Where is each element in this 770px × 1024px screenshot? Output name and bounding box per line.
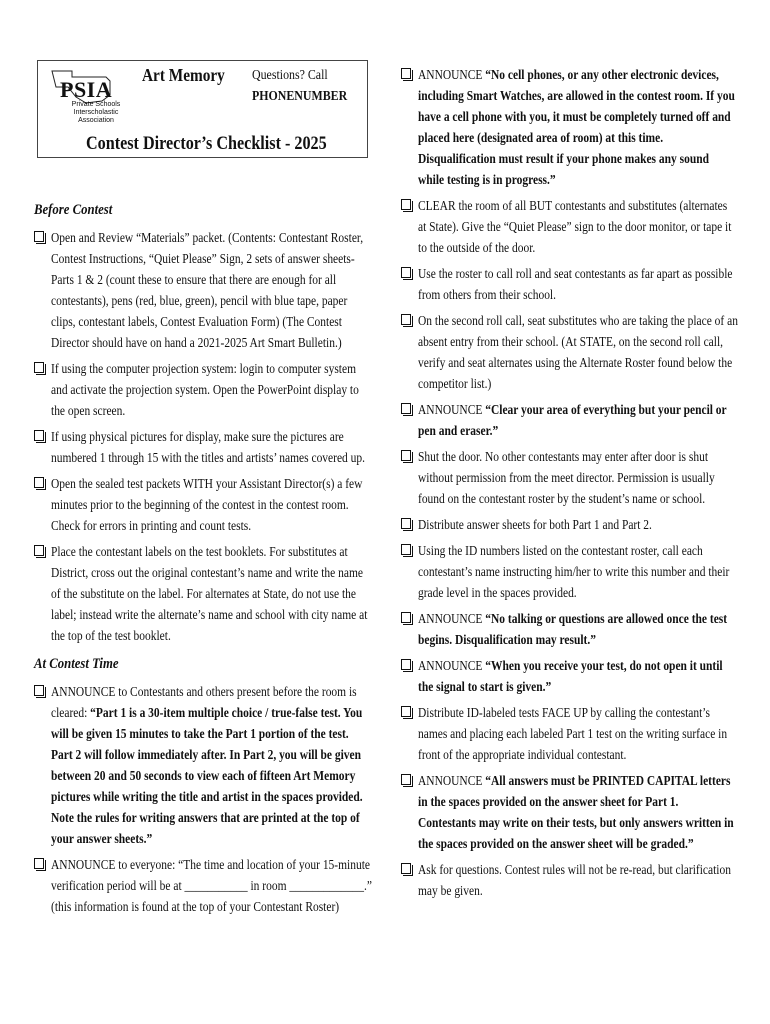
section-before-contest: Before Contest <box>34 202 113 218</box>
checkbox-icon[interactable] <box>34 362 44 373</box>
item-text: Shut the door. No other contestants may enter after door is shut without permission from the meet director. Permission is usually found on the contestant roster by the student’s name or school. <box>418 449 715 506</box>
checklist-item <box>401 540 737 603</box>
item-text: Distribute ID-labeled tests FACE UP by calling the contestant’s names and placing each labeled Part 1 test on the writing surface in front of the appropriate individual contestant. <box>418 705 728 762</box>
checklist-item <box>401 399 737 441</box>
item-text-plain: ANNOUNCE <box>418 658 486 673</box>
left-column <box>34 200 372 922</box>
checkbox-icon[interactable] <box>401 706 411 717</box>
item-text <box>418 655 738 697</box>
checklist-item <box>34 681 372 849</box>
checkbox-icon[interactable] <box>401 199 411 210</box>
checkbox-icon[interactable] <box>401 403 411 414</box>
checklist-item <box>401 608 737 650</box>
checkbox-icon[interactable] <box>401 518 411 529</box>
checklist-item <box>401 655 737 697</box>
checkbox-icon[interactable] <box>401 612 411 623</box>
checklist-item <box>401 64 737 190</box>
checkbox-icon[interactable] <box>401 267 411 278</box>
page-title: Contest Director’s Checklist - 2025 <box>86 133 327 154</box>
checkbox-icon[interactable] <box>401 659 411 670</box>
item-text: Ask for questions. Contest rules will not be re-read, but clarification may be given. <box>418 862 731 898</box>
checklist-item <box>34 541 372 646</box>
item-text-plain: ANNOUNCE <box>418 402 486 417</box>
logo-subtitle <box>66 101 126 125</box>
questions-contact <box>252 65 347 107</box>
announcement-text: “When you receive your test, do not open it until the signal to start is given.” <box>418 658 723 694</box>
checkbox-icon[interactable] <box>34 477 44 488</box>
header-box <box>37 60 368 158</box>
announcement-text: “No talking or questions are allowed once the test begins. Disqualification may result.” <box>418 611 728 647</box>
checkbox-icon[interactable] <box>34 430 44 441</box>
item-text <box>418 64 738 190</box>
checklist-item <box>34 854 372 917</box>
announcement-text: “Part 1 is a 30-item multiple choice / true-false test. You will be given 15 minutes to take the Part 1 portion of the test. Part 2 will follow immediately after. In Part 2, you will be given between 20 and 50 seconds to view each of fifteen Art Memory pictures while writing the title and artist in the spaces provided. Note the rules for writing answers that are printed at the top of your answer sheets.” <box>51 705 363 846</box>
announcement-text: “Clear your area of everything but your pencil or pen and eraser.” <box>418 402 727 438</box>
checkbox-icon[interactable] <box>401 450 411 461</box>
announcement-text: “No cell phones, or any other electronic devices, including Smart Watches, are allowed in the contest room. If you have a cell phone with you, it must be completely turned off and placed here (designated area of room) at this time. Disqualification must result if your phone makes any sound while testing is in progress.” <box>418 67 735 187</box>
logo-sub-line-3: Association <box>78 117 114 124</box>
item-text <box>418 608 738 650</box>
item-text: Using the ID numbers listed on the contestant roster, call each contestant’s name instructing him/her to write this number and their grade level in the spaces provided. <box>418 543 730 600</box>
item-text: If using the computer projection system: login to computer system and activate the projection system. Open the PowerPoint display to the open screen. <box>51 361 359 418</box>
item-text: Open and Review “Materials” packet. (Contents: Contestant Roster, Contest Instructions, “Quiet Please” Sign, 2 sets of answer sheets-Parts 1 & 2 (count these to ensure that there are enough for all contestants), pens (red, blue, green), pencil with blue tape, paper clips, contestant labels, Contest Evaluation Form) (The Contest Director should have on hand a 2021-2025 Art Smart Bulletin.) <box>51 230 364 350</box>
item-text-plain: ANNOUNCE <box>418 773 486 788</box>
item-text <box>418 399 738 441</box>
item-text <box>418 770 738 854</box>
psia-logo <box>46 67 121 127</box>
item-text <box>51 681 373 849</box>
logo-sub-line-1: Private Schools <box>71 101 121 108</box>
item-text: ANNOUNCE to everyone: “The time and location of your 15-minute verification period will be at ___________ in room _____________.” (this information is found at the top of your Contestant Roster) <box>51 857 372 914</box>
item-text-plain: ANNOUNCE <box>418 67 486 82</box>
checkbox-icon[interactable] <box>34 858 44 869</box>
checklist-item <box>401 195 737 258</box>
checkbox-icon[interactable] <box>34 231 44 242</box>
checkbox-icon[interactable] <box>401 544 411 555</box>
logo-sub-line-2: Interscholastic <box>73 109 119 116</box>
checklist-item <box>34 358 372 421</box>
questions-label: Questions? Call <box>252 68 328 83</box>
checkbox-icon[interactable] <box>401 863 411 874</box>
item-text: Place the contestant labels on the test booklets. For substitutes at District, cross out the original contestant’s name and write the name of the substitute on the label. For alternates at State, do not use the label; instead write the alternate’s name and school with city name at the top of the test booklet. <box>51 544 368 643</box>
checkbox-icon[interactable] <box>401 68 411 79</box>
checklist-item <box>34 473 372 536</box>
right-column <box>401 64 737 906</box>
item-text-plain: ANNOUNCE <box>418 611 486 626</box>
checklist-item <box>401 263 737 305</box>
logo-text: PSIA <box>60 77 113 102</box>
checklist-item <box>401 702 737 765</box>
item-text: Use the roster to call roll and seat contestants as far apart as possible from others from their school. <box>418 266 733 302</box>
item-text-plain: ANNOUNCE to Contestants and others present before the room is cleared: <box>51 684 357 720</box>
item-text: Distribute answer sheets for both Part 1 and Part 2. <box>418 517 652 532</box>
contest-name: Art Memory <box>142 65 225 85</box>
checklist-item <box>401 310 737 394</box>
checkbox-icon[interactable] <box>401 314 411 325</box>
checkbox-icon[interactable] <box>34 685 44 696</box>
checkbox-icon[interactable] <box>34 545 44 556</box>
item-text: Open the sealed test packets WITH your Assistant Director(s) a few minutes prior to the beginning of the contest in the contest room. Check for errors in printing and count tests. <box>51 476 363 533</box>
checklist-item <box>401 514 737 535</box>
checkbox-icon[interactable] <box>401 774 411 785</box>
checklist-item <box>401 770 737 854</box>
checklist-item <box>34 227 372 353</box>
item-text: CLEAR the room of all BUT contestants and substitutes (alternates at State). Give the “Quiet Please” sign to the door monitor, or tape it to the outside of the door. <box>418 198 732 255</box>
phone-number: PHONENUMBER <box>252 89 348 104</box>
section-at-contest-time: At Contest Time <box>34 656 119 672</box>
checklist-item <box>401 859 737 901</box>
item-text: On the second roll call, seat substitutes who are taking the place of an absent entry from their school. (At STATE, on the second roll call, verify and seat alternates using the Alternate Roster found below the competitor list.) <box>418 313 738 391</box>
checklist-item <box>34 426 372 468</box>
checklist-item <box>401 446 737 509</box>
item-text: If using physical pictures for display, make sure the pictures are numbered 1 through 15 with the titles and artists’ names covered up. <box>51 429 366 465</box>
announcement-text: “All answers must be PRINTED CAPITAL letters in the spaces provided on the answer sheet for Part 1. Contestants may write on their tests, but only answers written in the spaces provided on the answer sheet will be graded.” <box>418 773 734 851</box>
